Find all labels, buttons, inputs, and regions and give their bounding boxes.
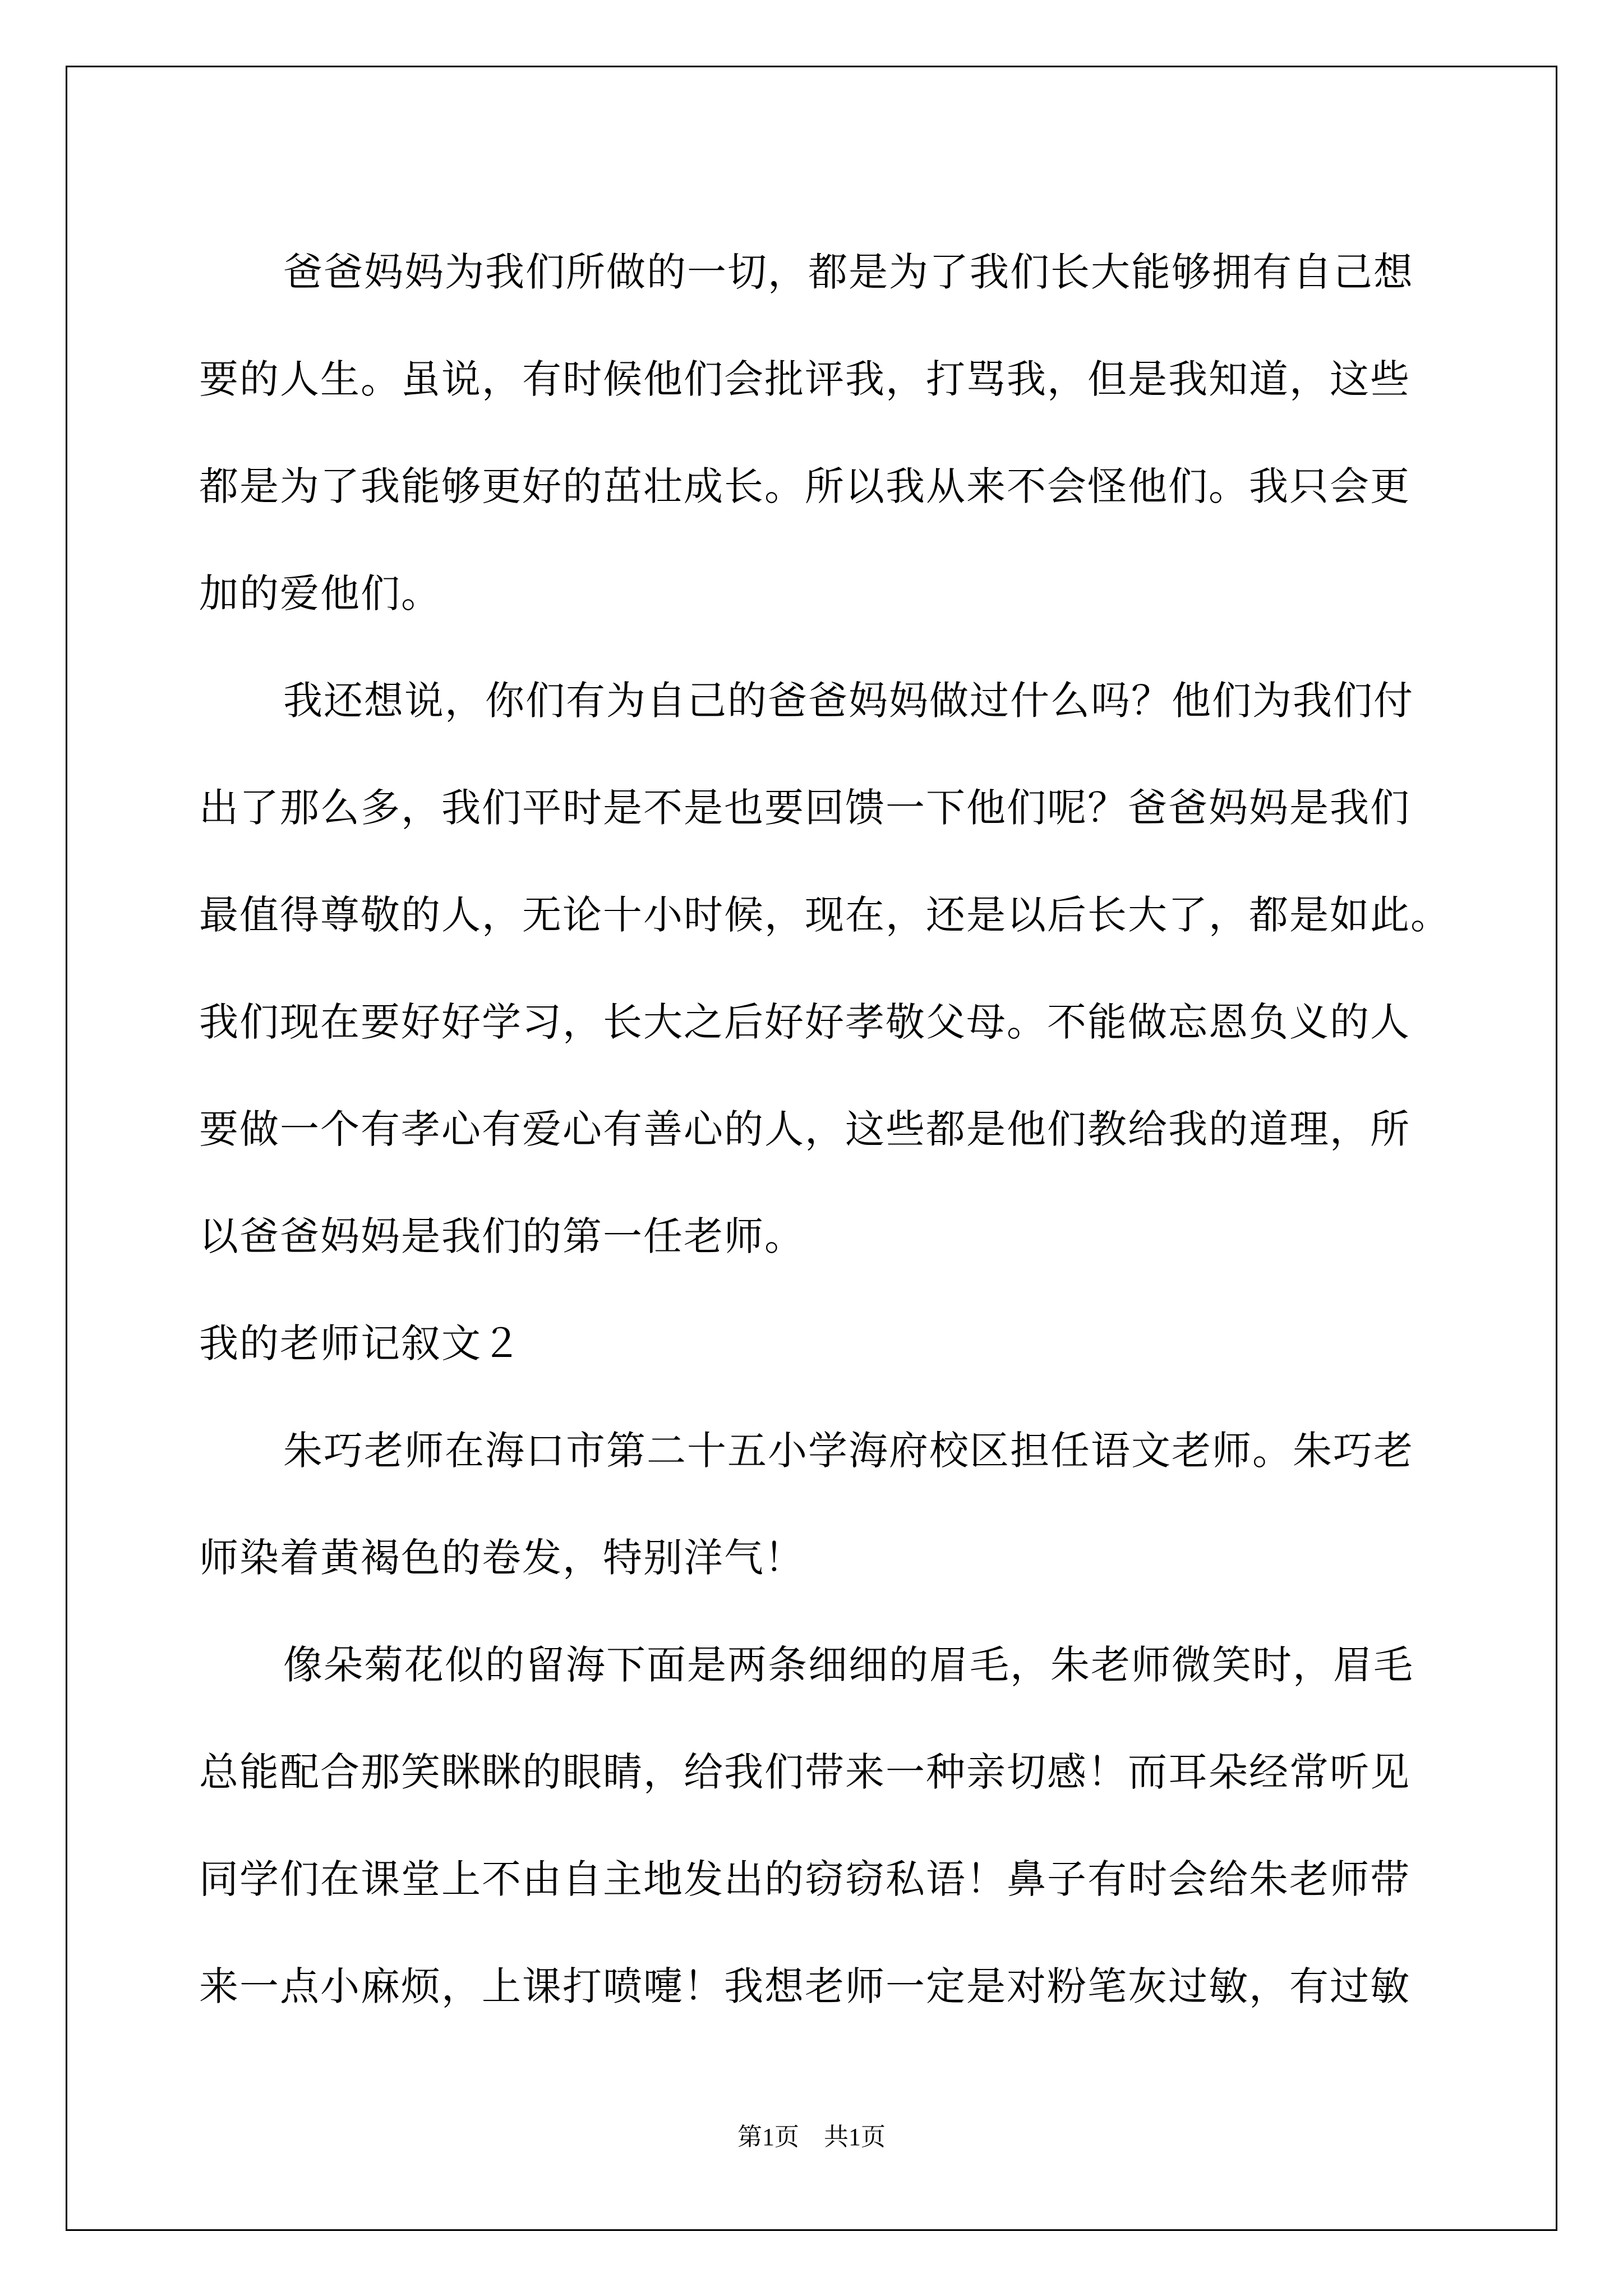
text-line: 朱巧老师在海口市第二十五小学海府校区担任语文老师。朱巧老 [283, 1428, 1414, 1474]
text-line: 都是为了我能够更好的茁壮成长。所以我从来不会怪他们。我只会更 [199, 463, 1410, 509]
text-line: 以爸爸妈妈是我们的第一任老师。 [199, 1213, 805, 1259]
text-line: 总能配合那笑眯眯的眼睛，给我们带来一种亲切感！而耳朵经常听见 [199, 1749, 1410, 1795]
document-body [199, 219, 1451, 2040]
text-line: 同学们在课堂上不由自主地发出的窃窃私语！鼻子有时会给朱老师带 [199, 1856, 1410, 1902]
paragraph-parents [199, 219, 1433, 647]
paragraph-teacher-intro [199, 1397, 1433, 1612]
paragraph-gratitude [199, 647, 1451, 1290]
text-line: 像朵菊花似的留海下面是两条细细的眉毛，朱老师微笑时，眉毛 [283, 1642, 1414, 1688]
text-line: 要做一个有孝心有爱心有善心的人，这些都是他们教给我的道理，所 [199, 1106, 1410, 1152]
text-line: 加的爱他们。 [199, 570, 441, 616]
text-line: 最值得尊敬的人，无论十小时候，现在，还是以后长大了，都是如此。 [199, 892, 1451, 938]
text-line: 爸爸妈妈为我们所做的一切，都是为了我们长大能够拥有自己想 [283, 249, 1414, 295]
text-line: 师染着黄褐色的卷发，特别洋气！ [199, 1535, 805, 1581]
page-footer: 第1页 共1页 [737, 2123, 886, 2151]
text-line: 我们现在要好好学习，长大之后好好孝敬父母。不能做忘恩负义的人 [199, 999, 1410, 1045]
text-line: 出了那么多，我们平时是不是也要回馈一下他们呢？爸爸妈妈是我们 [199, 785, 1410, 831]
paragraph-teacher-description [199, 1612, 1433, 2040]
text-line: 要的人生。虽说，有时候他们会批评我，打骂我，但是我知道，这些 [199, 356, 1410, 402]
text-line: 来一点小麻烦，上课打喷嚏！我想老师一定是对粉笔灰过敏，有过敏 [199, 1963, 1410, 2009]
text-line: 我还想说，你们有为自己的爸爸妈妈做过什么吗？他们为我们付 [283, 678, 1414, 724]
section-heading: 我的老师记叙文２ [199, 1320, 522, 1366]
